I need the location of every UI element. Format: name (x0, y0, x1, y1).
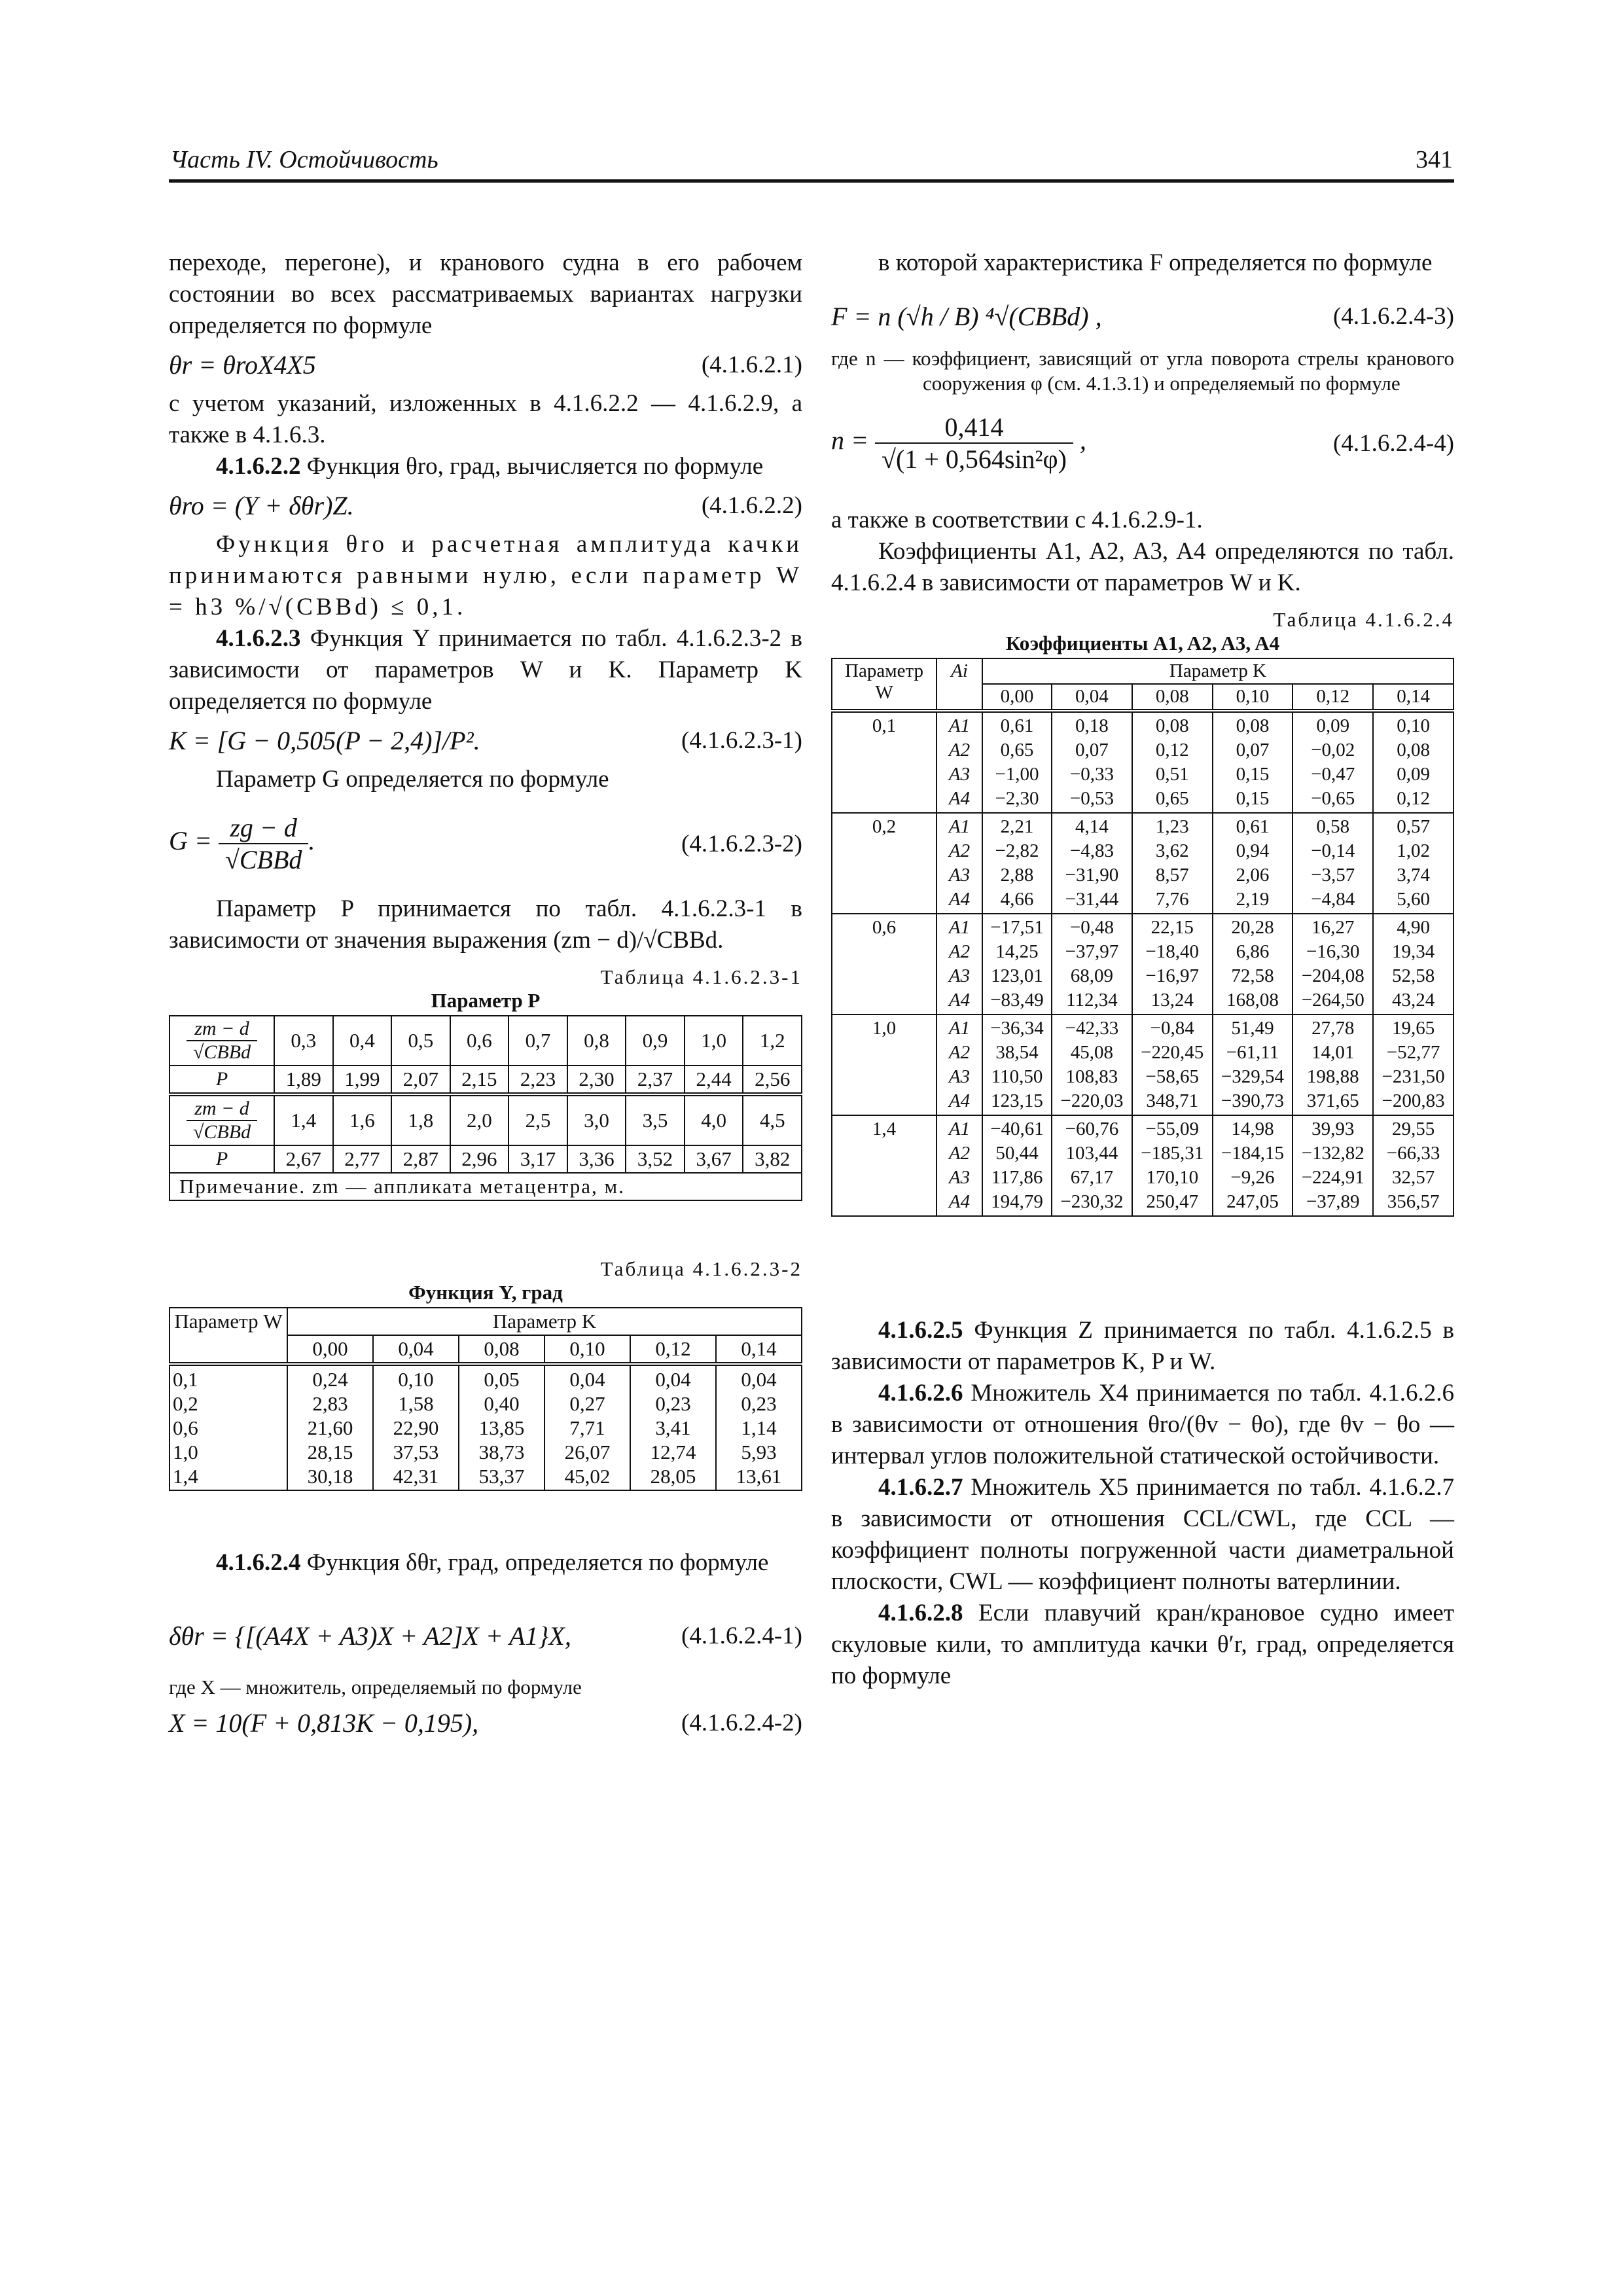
table-header-row (832, 658, 1454, 684)
table-row (169, 1066, 802, 1094)
table-cell: 0,61 0,94 2,06 2,19 (1213, 813, 1293, 914)
table-cell: 0,6 (450, 1016, 509, 1066)
paragraph: переходе, перегоне), и кранового судна в его рабочем состоянии во всех рассматриваемых вариантах нагрузки определяется по формуле (169, 249, 802, 339)
paragraph: Параметр G определяется по формуле (216, 766, 609, 793)
formula-4-1-6-2-2 (169, 490, 802, 521)
table-cell: 2,5 (508, 1094, 567, 1145)
row-label: $\frac{zm - d}{\text{√CBBd}}$ (169, 1094, 274, 1145)
table-cell: 39,93 −132,82 −224,91 −37,89 (1293, 1115, 1373, 1216)
table-cell: 2,67 (274, 1145, 333, 1173)
column-header: 0,14 (716, 1335, 802, 1364)
formula-number: (4.1.6.2.3-2) (681, 830, 802, 857)
table-cell: 0,18 0,07 −0,33 −0,53 (1052, 711, 1132, 813)
formula-4-1-6-2-1 (169, 350, 802, 380)
fraction: $\frac{zg - d}{\text{√CBBd}}$ (219, 812, 309, 875)
table-cell: 0,57 1,02 3,74 5,60 (1373, 813, 1454, 914)
page-number: 341 (1416, 146, 1453, 173)
paragraph-4-1-6-2-5 (831, 1315, 1454, 1378)
formula-number: (4.1.6.2.3-1) (681, 727, 802, 754)
table-cell: −36,34 38,54 110,50 123,15 (982, 1014, 1052, 1115)
table-cell: 2,30 (567, 1066, 626, 1094)
table-cell: 51,49 −61,11 −329,54 −390,73 (1213, 1014, 1293, 1115)
table-cell: 2,37 (626, 1066, 685, 1094)
w-value: 1,4 (832, 1115, 936, 1216)
formula-number: (4.1.6.2.4-3) (1333, 303, 1454, 330)
formula-expression: G = $\frac{zg - d}{\text{√CBBd}}$ . (169, 813, 315, 874)
table-cell: 3,5 (626, 1094, 685, 1145)
table-cell: 0,05 0,40 13,85 38,73 53,37 (459, 1364, 544, 1490)
ai-labels: A1 A2 A3 A4 (936, 1115, 982, 1216)
w-value: 0,2 (832, 813, 936, 914)
clause-text: Если плавучий кран/крановое судно имеет скуловые кили, то амплитуда качки θ′r, град, определяется по формуле (831, 1600, 1454, 1689)
clause-number: 4.1.6.2.7 (878, 1474, 963, 1501)
paragraph: а также в соответствии с 4.1.6.2.9-1. (831, 507, 1203, 533)
table-cell: 1,99 (333, 1066, 392, 1094)
paragraph-4-1-6-2-8 (831, 1598, 1454, 1692)
table-cell: 0,04 0,23 3,41 12,74 28,05 (630, 1364, 716, 1490)
table-caption: Таблица 4.1.6.2.3-2 (600, 1257, 802, 1280)
table-cell: 27,78 14,01 198,88 371,65 (1293, 1014, 1373, 1115)
table-body-row (169, 1364, 802, 1490)
table-body-row (832, 1014, 1454, 1115)
w-value: 0,6 (832, 914, 936, 1014)
table-header-row (169, 1308, 802, 1335)
table-cell: 2,44 (685, 1066, 743, 1094)
formula-expression: θr = θroX4X5 (169, 350, 316, 380)
table-title: Функция Y, град (408, 1281, 563, 1304)
table-cell: 3,17 (508, 1145, 567, 1173)
section-title: Часть IV. Остойчивость (170, 146, 438, 173)
paragraph: Функция θro и расчетная амплитуда качки принимаются равными нулю, если параметр W = h3 %/√(CBBd) ≤ 0,1. (169, 531, 802, 620)
table-cell: 4,0 (685, 1094, 743, 1145)
table-cell: 1,4 (274, 1094, 333, 1145)
table-cell: −0,84 −220,45 −58,65 348,71 (1132, 1014, 1213, 1115)
column-header-k: Параметр K (287, 1308, 802, 1335)
paragraph: в которой характеристика F определяется по формуле (878, 249, 1433, 276)
table-body-row (832, 813, 1454, 914)
table-body-row (832, 1115, 1454, 1216)
ai-labels: A1 A2 A3 A4 (936, 1014, 982, 1115)
table-cell: −40,61 50,44 117,86 194,79 (982, 1115, 1052, 1216)
fraction: $\frac{0,414}{\text{√(1 + 0,564sin²φ)}}$ (875, 412, 1073, 475)
table-cell: 1,8 (391, 1094, 450, 1145)
table-row (169, 1145, 802, 1173)
paragraph-4-1-6-2-3 (169, 623, 802, 717)
clause-number: 4.1.6.2.2 (216, 453, 301, 480)
where-note: где n — коэффициент, зависящий от угла поворота стрелы кранового сооружения φ (см. 4.1.3.1) и определяемый по формуле (831, 347, 1454, 395)
table-cell: −60,76 103,44 67,17 −230,32 (1052, 1115, 1132, 1216)
table-cell: 14,98 −184,15 −9,26 247,05 (1213, 1115, 1293, 1216)
column-header: 0,04 (1052, 684, 1132, 711)
table-cell: 4,5 (743, 1094, 802, 1145)
column-header-ai: Ai (936, 658, 982, 711)
table-cell: 3,67 (685, 1145, 743, 1173)
formula-number: (4.1.6.2.4-2) (681, 1710, 802, 1736)
table-cell: 1,6 (333, 1094, 392, 1145)
formula-4-1-6-2-3-1 (169, 725, 802, 756)
table-cell: 0,09 −0,02 −0,47 −0,65 (1293, 711, 1373, 813)
w-values: 0,1 0,2 0,6 1,0 1,4 (169, 1364, 287, 1490)
table-cell: 2,21 −2,82 2,88 4,66 (982, 813, 1052, 914)
table-body-row (832, 711, 1454, 813)
column-header: 0,12 (630, 1335, 716, 1364)
formula-number: (4.1.6.2.4-1) (681, 1623, 802, 1649)
table-cell: 16,27 −16,30 −204,08 −264,50 (1293, 914, 1373, 1014)
formula-number: (4.1.6.2.4-4) (1333, 429, 1454, 457)
formula-4-1-6-2-4-4 (831, 412, 1454, 475)
table-cell: 0,9 (626, 1016, 685, 1066)
table-cell: 0,04 0,23 1,14 5,93 13,61 (716, 1364, 802, 1490)
table-cell: 22,15 −18,40 −16,97 13,24 (1132, 914, 1213, 1014)
table-cell: 0,3 (274, 1016, 333, 1066)
clause-number: 4.1.6.2.8 (878, 1600, 963, 1626)
table-cell: 0,4 (333, 1016, 392, 1066)
right-column (831, 247, 1454, 1692)
table-cell: 2,23 (508, 1066, 567, 1094)
table-cell: 29,55 −66,33 32,57 356,57 (1373, 1115, 1454, 1216)
column-header: 0,10 (1213, 684, 1293, 711)
table-cell: 4,90 19,34 52,58 43,24 (1373, 914, 1454, 1014)
table-cell: 1,89 (274, 1066, 333, 1094)
clause-number: 4.1.6.2.3 (216, 625, 301, 652)
table-cell: 2,0 (450, 1094, 509, 1145)
formula-expression: X = 10(F + 0,813K − 0,195), (169, 1708, 479, 1738)
table-cell: 0,5 (391, 1016, 450, 1066)
column-header: 0,08 (459, 1335, 544, 1364)
where-note: где X — множитель, определяемый по формуле (169, 1676, 582, 1698)
paragraph-4-1-6-2-6 (831, 1378, 1454, 1472)
clause-number: 4.1.6.2.6 (878, 1380, 963, 1407)
table-cell: 2,15 (450, 1066, 509, 1094)
column-header: 0,00 (287, 1335, 373, 1364)
table-cell: 3,0 (567, 1094, 626, 1145)
table-cell: 2,07 (391, 1066, 450, 1094)
formula-expression: θro = (Y + δθr)Z. (169, 491, 354, 520)
formula-expression: δθr = {[(A4X + A3)X + A2]X + A1}X, (169, 1621, 571, 1651)
column-header: 0,10 (544, 1335, 630, 1364)
w-value: 0,1 (832, 711, 936, 813)
table-cell: −55,09 −185,31 170,10 250,47 (1132, 1115, 1213, 1216)
formula-expression: n = $\frac{0,414}{\text{√(1 + 0,564sin²φ)}}$ , (831, 412, 1086, 474)
table-cell: 0,08 0,07 0,15 0,15 (1213, 711, 1293, 813)
paragraph: Коэффициенты A1, A2, A3, A4 определяются по табл. 4.1.6.2.4 в зависимости от параметров W и K. (831, 538, 1454, 596)
column-header-k: Параметр K (982, 658, 1454, 684)
column-header-w: Параметр W (832, 658, 936, 711)
clause-text: Функция δθr, град, определяется по формуле (300, 1549, 769, 1576)
left-column (169, 247, 802, 1746)
clause-text: Функция Y принимается по табл. 4.1.6.2.3-2 в зависимости от параметров W и K. Параметр K определяется по формуле (169, 625, 802, 715)
table-cell: 3,52 (626, 1145, 685, 1173)
table-cell: 3,36 (567, 1145, 626, 1173)
formula-number: (4.1.6.2.1) (701, 351, 802, 378)
formula-number: (4.1.6.2.2) (701, 492, 802, 519)
table-cell: 2,56 (743, 1066, 802, 1094)
formula-4-1-6-2-4-2 (169, 1708, 802, 1738)
table-function-y (169, 1307, 802, 1491)
row-label: P (169, 1066, 274, 1094)
table-cell: 1,0 (685, 1016, 743, 1066)
column-header: 0,04 (373, 1335, 459, 1364)
table-cell: 1,23 3,62 8,57 7,76 (1132, 813, 1213, 914)
clause-text: Функция θro, град, вычисляется по формуле (300, 453, 764, 480)
ai-labels: A1 A2 A3 A4 (936, 711, 982, 813)
clause-number: 4.1.6.2.5 (878, 1317, 963, 1344)
table-body-row (832, 914, 1454, 1014)
row-label: P (169, 1145, 274, 1173)
row-label: $\frac{zm - d}{\text{√CBBd}}$ (169, 1016, 274, 1066)
table-cell: 0,10 1,58 22,90 37,53 42,31 (373, 1364, 459, 1490)
table-cell: 20,28 6,86 72,58 168,08 (1213, 914, 1293, 1014)
table-note: Примечание. zm — аппликата метацентра, м. (169, 1173, 802, 1200)
formula-expression: F = n (√h / B) ⁴√(CBBd) , (831, 302, 1102, 331)
table-cell: 2,87 (391, 1145, 450, 1173)
formula-4-1-6-2-3-2 (169, 812, 802, 875)
formula-4-1-6-2-4-1 (169, 1621, 802, 1651)
formula-4-1-6-2-4-3 (831, 301, 1454, 332)
paragraph-4-1-6-2-2 (169, 451, 802, 482)
table-cell: 0,58 −0,14 −3,57 −4,84 (1293, 813, 1373, 914)
column-header: 0,14 (1373, 684, 1454, 711)
table-cell: 0,7 (508, 1016, 567, 1066)
table-cell: 0,24 2,83 21,60 28,15 30,18 (287, 1364, 373, 1490)
table-cell: 2,96 (450, 1145, 509, 1173)
clause-number: 4.1.6.2.4 (216, 1549, 301, 1576)
paragraph: Параметр P принимается по табл. 4.1.6.2.3-1 в зависимости от значения выражения (zm − d)/√CBBd. (169, 895, 802, 954)
table-cell: 0,04 0,27 7,71 26,07 45,02 (544, 1364, 630, 1490)
table-cell: 0,10 0,08 0,09 0,12 (1373, 711, 1454, 813)
clause-text: Функция Z принимается по табл. 4.1.6.2.5 в зависимости от параметров K, P и W. (831, 1317, 1454, 1375)
page-header (169, 143, 1454, 183)
table-note-row (169, 1173, 802, 1200)
ai-labels: A1 A2 A3 A4 (936, 813, 982, 914)
table-cell: 2,77 (333, 1145, 392, 1173)
paragraph-4-1-6-2-7 (831, 1472, 1454, 1598)
table-caption: Таблица 4.1.6.2.3-1 (600, 965, 802, 988)
table-caption: Таблица 4.1.6.2.4 (1273, 608, 1454, 631)
ai-labels: A1 A2 A3 A4 (936, 914, 982, 1014)
table-row (169, 1094, 802, 1145)
column-header: 0,12 (1293, 684, 1373, 711)
paragraph-4-1-6-2-4 (169, 1547, 802, 1579)
clause-text: Множитель X4 принимается по табл. 4.1.6.2.6 в зависимости от отношения θro/(θv − θo), где θv − θo — интервал углов положительной статической остойчивости. (831, 1380, 1454, 1469)
table-coefficients-a (831, 658, 1454, 1217)
table-cell: 1,2 (743, 1016, 802, 1066)
column-header-w: Параметр W (169, 1308, 287, 1364)
column-header: 0,08 (1132, 684, 1213, 711)
table-cell: 0,61 0,65 −1,00 −2,30 (982, 711, 1052, 813)
table-cell: 19,65 −52,77 −231,50 −200,83 (1373, 1014, 1454, 1115)
clause-text: Множитель X5 принимается по табл. 4.1.6.2.7 в зависимости от отношения CCL/CWL, где CCL — коэффициент полноты погруженной части диаметральной плоскости, CWL — коэффициент полноты ватерлинии. (831, 1474, 1454, 1595)
paragraph: с учетом указаний, изложенных в 4.1.6.2.2 — 4.1.6.2.9, а также в 4.1.6.3. (169, 390, 802, 448)
table-title: Параметр P (431, 989, 541, 1012)
table-cell: −42,33 45,08 108,83 −220,03 (1052, 1014, 1132, 1115)
table-cell: −17,51 14,25 123,01 −83,49 (982, 914, 1052, 1014)
table-row (169, 1016, 802, 1066)
table-cell: −0,48 −37,97 68,09 112,34 (1052, 914, 1132, 1014)
table-cell: 0,8 (567, 1016, 626, 1066)
table-cell: 3,82 (743, 1145, 802, 1173)
table-title: Коэффициенты A1, A2, A3, A4 (1005, 632, 1280, 655)
table-cell: 0,08 0,12 0,51 0,65 (1132, 711, 1213, 813)
table-cell: 4,14 −4,83 −31,90 −31,44 (1052, 813, 1132, 914)
table-parameter-p (169, 1015, 802, 1201)
w-value: 1,0 (832, 1014, 936, 1115)
formula-expression: K = [G − 0,505(P − 2,4)]/P². (169, 726, 480, 755)
column-header: 0,00 (982, 684, 1052, 711)
